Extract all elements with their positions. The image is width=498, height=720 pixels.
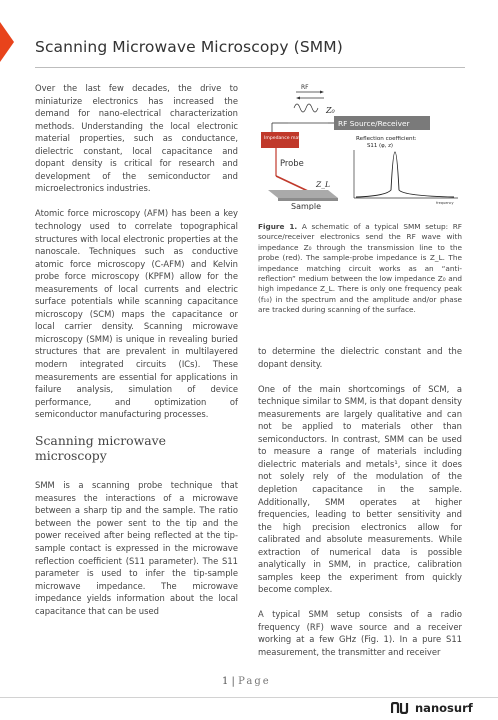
reflection-formula: S11 (φ, z) — [367, 143, 394, 149]
frequency-spectrum-plot — [354, 150, 458, 205]
section-heading: Scanning microwave microscopy — [35, 433, 166, 464]
title-divider — [35, 67, 465, 68]
smm-paragraph: SMM is a scanning probe technique that measures the interactions of a microwave between a sharp tip and the sample. The ratio between the power sent to the tip and the power received after being reflected at the tip-sample contact is expressed in the microwave reflection coefficient (S11 parameter). The S11 parameter is used to infer the tip-sample microwave impedance. The microwave impedance yields information about the local capacitance that can be used — [35, 480, 238, 616]
continuation-paragraph: to determine the dielectric constant and the dopant density. — [258, 346, 462, 369]
footer-divider — [0, 697, 498, 698]
nanosurf-mark-icon — [391, 702, 411, 714]
right-column — [258, 345, 462, 671]
reflection-label: Reflection coefficient: — [356, 136, 417, 142]
rf-label: RF — [301, 84, 309, 91]
nanosurf-logo — [391, 701, 473, 715]
brand-name: nanosurf — [415, 701, 473, 715]
probe-label: Probe — [280, 158, 304, 168]
left-column — [35, 82, 238, 630]
impedance-label: Impedance matching — [264, 136, 313, 141]
caption-label: Figure 1. — [258, 222, 298, 231]
sample-label: Sample — [291, 202, 321, 210]
page-word: Page — [238, 676, 271, 687]
page-number-value: 1 — [222, 676, 229, 687]
z0-label: Z₀ — [326, 106, 335, 115]
setup-paragraph: A typical SMM setup consists of a radio frequency (RF) wave source and a receiver working at a few GHz (Fig. 1). In a pure S11 measurement, the transmitter and receiver — [258, 609, 462, 658]
page-separator: | — [228, 676, 239, 687]
rf-wave-icon — [294, 84, 324, 112]
caption-text: A schematic of a typical SMM setup: RF source/receiver electronics send the RF wave with impedance Z₀ through the transmission line to the probe (red). The sample-probe impedance is Z_L. The impedance matching circuit works as an “anti-reflection” medium between the low impedance Z₀ and high impedance Z_L. There is only one frequency peak (f₁₀) in the spectrum and the amplitude and/or phase are tracked during scanning of the surface. — [258, 222, 462, 315]
frequency-axis-label: frequency — [436, 201, 454, 205]
afm-paragraph: Atomic force microscopy (AFM) has been a key technology used to correlate topographical structures with local electronic properties at the nanoscale. Techniques such as conductive atomic force microscopy (C-AFM) and Kelvin probe force microscopy (KPFM) allow for the measurements of local currents and electric surface potentials while scanning capacitance microscopy (SCM) maps the capacitance or local carrier density. Scanning microwave microscopy (SMM) is unique in revealing buried structures that are prevalent in multilayered modern integrated circuits (ICs). These measurements are essential for applications in failure analysis, simulation of device performance, and optimization of semiconductor manufacturing processes. — [35, 208, 238, 420]
smm-schematic-figure — [258, 80, 463, 210]
rf-source-label: RF Source/Receiver — [338, 119, 410, 128]
page-title: Scanning Microwave Microscopy (SMM) — [35, 38, 343, 56]
figure-caption — [258, 222, 462, 316]
zl-label: Z_L — [316, 180, 330, 189]
sample-block — [268, 190, 338, 198]
intro-paragraph: Over the last few decades, the drive to miniaturize electronics has increased the demand for nano-electrical characterization methods. Understanding the local electronic material properties, such as conductance, dielectric constant, local capacitance and dopant density is critical for research and development of the semiconductor and microelectronics industries. — [35, 83, 238, 194]
page-number — [222, 676, 271, 687]
corner-accent — [0, 22, 14, 62]
scm-comparison-paragraph: One of the main shortcomings of SCM, a technique similar to SMM, is that dopant density measurements are largely qualitative and can not be applied to materials other than semiconductors. In contrast, SMM can be used to measure a range of materials including dielectric materials and metals¹, since it does not solely rely of the modulation of the depletion capacitance in the sample. Additionally, SMM operates at higher frequencies, leading to better sensitivity and the high precision electronics allow for calibrated and absolute measurements. While extraction of numerical data is possible analytically in SMM, in practice, calibration samples keep the experiment from quickly become complex. — [258, 383, 462, 595]
